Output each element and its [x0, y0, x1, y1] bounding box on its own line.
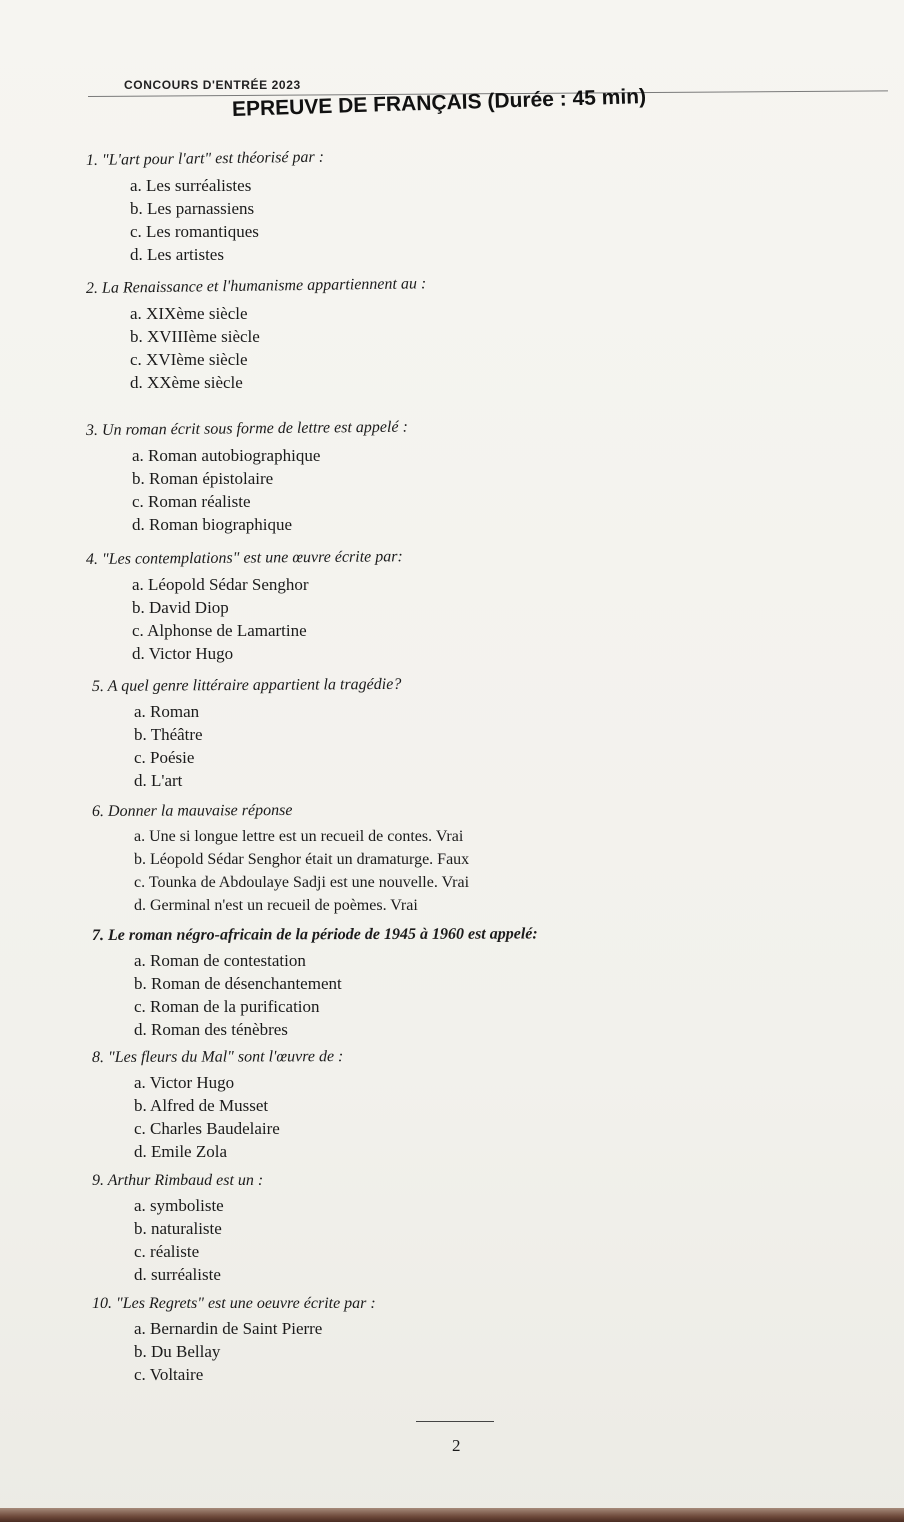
question-3: [86, 420, 846, 536]
answer-option: b. Roman de désenchantement: [134, 974, 342, 993]
answer-option: c. Alphonse de Lamartine: [132, 621, 307, 640]
answer-option: b. David Diop: [132, 598, 229, 617]
question-prompt: 7. Le roman négro-africain de la période de 1945 à 1960 est appelé:: [91, 925, 538, 944]
answer-option: a. Roman de contestation: [134, 951, 306, 970]
answer-option: d. L'art: [134, 771, 183, 790]
question-prompt: 2. La Renaissance et l'humanisme appartiennent au :: [85, 275, 427, 297]
answer-option: b. Roman épistolaire: [132, 469, 274, 488]
answer-option: d. Emile Zola: [134, 1142, 228, 1161]
answer-option: c. Voltaire: [134, 1365, 204, 1384]
answer-option: c. Charles Baudelaire: [134, 1119, 280, 1138]
question-2: [85, 275, 846, 394]
answer-option: d. XXème siècle: [130, 373, 243, 392]
answer-option: a. XIXème siècle: [130, 304, 248, 323]
page-number: 2: [452, 1436, 461, 1455]
question-4: [86, 549, 846, 665]
answer-option: d. Roman des ténèbres: [134, 1020, 288, 1039]
answer-option: d. Les artistes: [130, 245, 224, 264]
answer-option: b. Les parnassiens: [130, 199, 255, 218]
answer-option: b. Théâtre: [134, 725, 203, 744]
question-prompt: 4. "Les contemplations" est une œuvre écrite par:: [85, 548, 403, 568]
answer-option: a. Roman autobiographique: [132, 446, 321, 465]
answer-option: a. Roman: [134, 702, 200, 721]
answer-option: b. Alfred de Musset: [134, 1096, 269, 1115]
answer-option: a. Victor Hugo: [134, 1073, 235, 1092]
answer-option: b. Du Bellay: [134, 1342, 221, 1361]
exam-header-label: CONCOURS D'ENTRÉE 2023: [124, 78, 301, 92]
answer-option: c. Tounka de Abdoulaye Sadji est une nouvelle. Vrai: [134, 874, 470, 891]
question-prompt: 10. "Les Regrets" est une oeuvre écrite par :: [92, 1295, 376, 1312]
question-prompt: 1. "L'art pour l'art" est théorisé par :: [85, 148, 325, 169]
question-1: [86, 150, 846, 266]
answer-option: c. Roman réaliste: [132, 492, 251, 511]
answer-option: d. Germinal n'est un recueil de poèmes. Vrai: [134, 897, 418, 914]
answer-option: b. naturaliste: [134, 1219, 222, 1238]
answer-option: a. symboliste: [134, 1196, 224, 1215]
question-7: [92, 925, 852, 1041]
footer-divider: [416, 1421, 494, 1422]
question-prompt: 9. Arthur Rimbaud est un :: [92, 1172, 264, 1189]
question-9: [92, 1170, 852, 1286]
question-6: [92, 801, 852, 917]
answer-option: c. Les romantiques: [130, 222, 259, 241]
question-8: [92, 1047, 852, 1163]
exam-title: EPREUVE DE FRANÇAIS (Durée : 45 min): [231, 84, 647, 121]
question-prompt: 8. "Les fleurs du Mal" sont l'œuvre de :: [91, 1048, 344, 1066]
answer-option: b. XVIIIème siècle: [130, 327, 260, 346]
question-prompt: 3. Un roman écrit sous forme de lettre est appelé :: [85, 418, 408, 439]
answer-option: d. surréaliste: [134, 1265, 221, 1284]
answer-option: b. Léopold Sédar Senghor était un dramaturge. Faux: [134, 851, 470, 868]
question-prompt: 5. A quel genre littéraire appartient la tragédie?: [91, 675, 402, 695]
answer-option: c. XVIème siècle: [130, 350, 248, 369]
answer-option: c. Poésie: [134, 748, 195, 767]
answer-option: c. réaliste: [134, 1242, 200, 1261]
answer-option: d. Victor Hugo: [132, 644, 234, 663]
answer-option: a. Les surréalistes: [130, 176, 252, 195]
page-bottom-edge: [0, 1508, 904, 1522]
question-10: [92, 1293, 852, 1386]
question-5: [92, 676, 852, 792]
question-prompt: 6. Donner la mauvaise réponse: [91, 801, 293, 820]
answer-option: d. Roman biographique: [132, 515, 293, 534]
answer-option: a. Bernardin de Saint Pierre: [134, 1319, 323, 1338]
answer-option: a. Léopold Sédar Senghor: [132, 575, 309, 594]
answer-option: a. Une si longue lettre est un recueil de contes. Vrai: [134, 828, 464, 845]
answer-option: c. Roman de la purification: [134, 997, 320, 1016]
